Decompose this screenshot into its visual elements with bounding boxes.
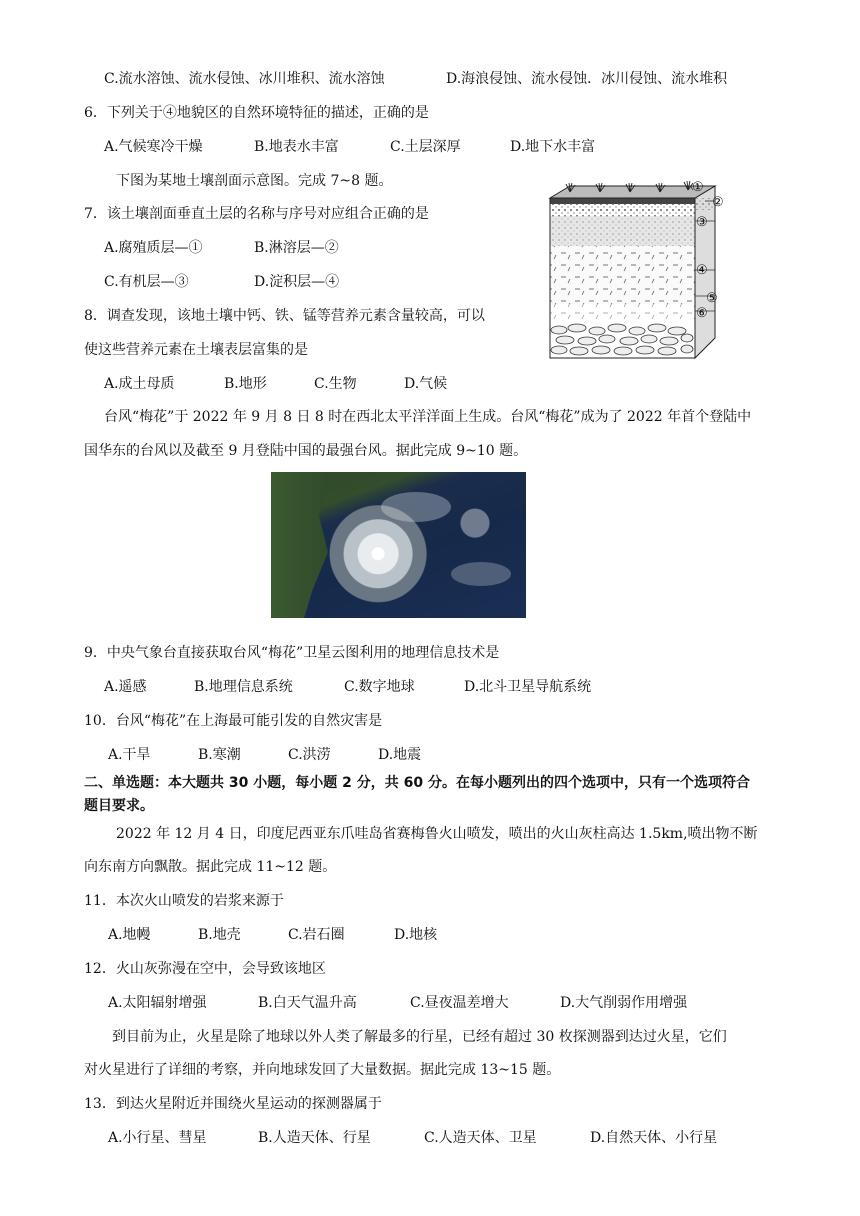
q8-stem-line1: 8．调查发现，该地土壤中钙、铁、锰等营养元素含量较高，可以	[84, 308, 485, 324]
q7-option-a: A.腐殖质层—①	[104, 240, 203, 256]
q11-option-b: B.地壳	[198, 927, 241, 943]
q8-stem-line2: 使这些营养元素在土壤表层富集的是	[84, 342, 308, 358]
soil-label-6: ⑥	[696, 306, 708, 321]
q8-option-d: D.气候	[404, 376, 448, 392]
q7-stem: 7．该土壤剖面垂直土层的名称与序号对应组合正确的是	[84, 206, 429, 222]
q10-option-c: C.洪涝	[288, 747, 331, 763]
q6-option-d: D.地下水丰富	[510, 139, 596, 155]
q11-option-c: C.岩石圈	[288, 927, 345, 943]
soil-label-2: ②	[712, 195, 724, 210]
intro-7-8: 下图为某地土壤剖面示意图。完成 7~8 题。	[116, 173, 393, 189]
coastline-land	[271, 472, 331, 618]
cloud-patch	[451, 562, 511, 586]
q11-stem: 11．本次火山喷发的岩浆来源于	[84, 893, 284, 909]
q10-option-a: A.干旱	[108, 747, 151, 763]
q9-option-c: C.数字地球	[344, 679, 415, 695]
q10-option-b: B.寒潮	[198, 747, 241, 763]
q8-option-b: B.地形	[224, 376, 267, 392]
q8-option-a: A.成土母质	[104, 376, 175, 392]
q7-option-b: B.淋溶层—②	[254, 240, 339, 256]
intro-13-15-line2: 对火星进行了详细的考察，并向地球发回了大量数据。据此完成 13~15 题。	[84, 1062, 561, 1078]
intro-11-12-line1: 2022 年 12 月 4 日，印度尼西亚东爪哇岛省赛梅鲁火山喷发，喷出的火山灰柱高达 1.5km,喷出物不断	[116, 826, 758, 842]
q13-option-b: B.人造天体、行星	[258, 1130, 371, 1146]
soil-label-1: ①	[692, 180, 704, 195]
q13-option-a: A.小行星、彗星	[108, 1130, 207, 1146]
q6-option-a: A.气候寒冷干燥	[104, 139, 203, 155]
cloud-patch	[381, 492, 451, 522]
soil-label-3: ③	[696, 215, 708, 230]
q9-stem: 9．中央气象台直接获取台风“梅花”卫星云图利用的地理信息技术是	[84, 645, 500, 661]
q6-stem: 6．下列关于④地貌区的自然环境特征的描述，正确的是	[84, 105, 429, 121]
typhoon-satellite-image	[271, 472, 526, 618]
section2-heading-line1: 二、单选题：本大题共 30 小题，每小题 2 分，共 60 分。在每小题列出的四个选项中，只有一个选项符合	[84, 775, 750, 791]
intro-9-10-line2: 国华东的台风以及截至 9 月登陆中国的最强台风。据此完成 9~10 题。	[84, 443, 528, 459]
q12-option-b: B.白天气温升高	[258, 995, 357, 1011]
q5-option-c: C.流水溶蚀、流水侵蚀、冰川堆积、流水溶蚀	[104, 71, 385, 87]
q12-option-c: C.昼夜温差增大	[410, 995, 509, 1011]
q9-option-a: A.遥感	[104, 679, 147, 695]
q6-option-c: C.土层深厚	[390, 139, 461, 155]
soil-label-5: ⑤	[706, 291, 718, 306]
soil-label-4: ④	[696, 263, 708, 278]
q13-stem: 13．到达火星附近并围绕火星运动的探测器属于	[84, 1096, 382, 1112]
intro-9-10-line1: 台风“梅花”于 2022 年 9 月 8 日 8 时在西北太平洋洋面上生成。台风“梅花”成为了 2022 年首个登陆中	[104, 409, 752, 425]
intro-11-12-line2: 向东南方向飘散。据此完成 11~12 题。	[84, 859, 337, 875]
q8-option-c: C.生物	[314, 376, 357, 392]
q10-stem: 10．台风“梅花”在上海最可能引发的自然灾害是	[84, 713, 383, 729]
q11-option-a: A.地幔	[108, 927, 151, 943]
q6-option-b: B.地表水丰富	[254, 139, 339, 155]
section2-heading-line2: 题目要求。	[84, 798, 154, 814]
q13-option-d: D.自然天体、小行星	[590, 1130, 718, 1146]
q10-option-d: D.地震	[378, 747, 422, 763]
q9-option-d: D.北斗卫星导航系统	[464, 679, 592, 695]
q9-option-b: B.地理信息系统	[194, 679, 293, 695]
q7-option-d: D.淀积层—④	[254, 274, 340, 290]
q12-option-d: D.大气削弱作用增强	[560, 995, 688, 1011]
q5-option-d: D.海浪侵蚀、流水侵蚀．冰川侵蚀、流水堆积	[446, 71, 728, 87]
intro-13-15-line1: 到目前为止，火星是除了地球以外人类了解最多的行星，已经有超过 30 枚探测器到达过火星，它们	[112, 1029, 727, 1045]
q12-stem: 12．火山灰弥漫在空中，会导致该地区	[84, 961, 326, 977]
q12-option-a: A.太阳辐射增强	[108, 995, 207, 1011]
q13-option-c: C.人造天体、卫星	[424, 1130, 537, 1146]
q11-option-d: D.地核	[394, 927, 438, 943]
q7-option-c: C.有机层—③	[104, 274, 189, 290]
